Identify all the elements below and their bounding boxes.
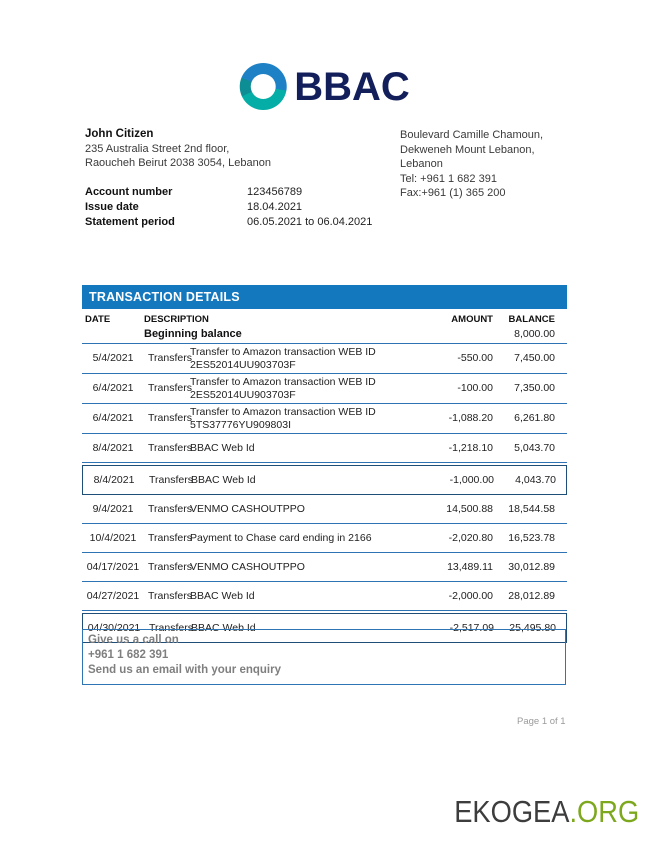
- transaction-date: 9/4/2021: [92, 502, 134, 515]
- section-title: TRANSACTION DETAILS: [82, 285, 567, 309]
- transaction-amount: -550.00: [457, 352, 493, 365]
- beginning-balance-label: Beginning balance: [144, 328, 242, 340]
- transaction-amount: -2,517.09: [449, 621, 494, 634]
- table-header-row: [82, 309, 567, 327]
- transaction-type: Transfers: [148, 352, 192, 365]
- column-header-amount: AMOUNT: [451, 314, 493, 325]
- transaction-type: Transfers: [148, 441, 192, 454]
- transaction-balance: 30,012.89: [508, 560, 555, 573]
- transaction-amount: -1,000.00: [449, 473, 494, 486]
- transaction-amount: -1,218.10: [448, 441, 493, 454]
- transaction-balance: 5,043.70: [514, 441, 555, 454]
- watermark: [454, 796, 639, 827]
- table-row: [82, 465, 567, 495]
- table-row: [82, 582, 567, 611]
- account-number-label: Account number: [85, 186, 173, 198]
- transaction-type: Transfers: [149, 621, 193, 634]
- page-indicator: Page 1 of 1: [517, 716, 566, 727]
- transaction-balance: 4,043.70: [515, 473, 556, 486]
- account-info: [85, 185, 372, 231]
- table-row: [82, 404, 567, 434]
- transaction-rows: [82, 344, 567, 643]
- transaction-balance: 7,450.00: [514, 352, 555, 365]
- customer-address-line1: 235 Australia Street 2nd floor,: [85, 142, 230, 155]
- transaction-description: Transfer to Amazon transaction WEB ID 5TS37776YU909803I: [190, 406, 376, 431]
- transaction-description: BBAC Web Id: [191, 473, 256, 486]
- transaction-balance: 18,544.58: [508, 502, 555, 515]
- transaction-type: Transfers: [148, 502, 192, 515]
- transaction-details-section: [82, 285, 567, 643]
- bank-address-line: Dekweneh Mount Lebanon,: [400, 143, 535, 156]
- account-number-row: [85, 185, 372, 200]
- transaction-balance: 6,261.80: [514, 412, 555, 425]
- transaction-description: VENMO CASHOUTPPO: [190, 502, 305, 515]
- column-header-balance: BALANCE: [508, 314, 555, 325]
- transaction-description: VENMO CASHOUTPPO: [190, 560, 305, 573]
- statement-period-label: Statement period: [85, 216, 175, 229]
- issue-date-value: 18.04.2021: [247, 201, 303, 214]
- statement-period-value: 06.05.2021 to 06.04.2021: [247, 216, 373, 229]
- customer-address-block: [85, 127, 271, 171]
- transaction-description: BBAC Web Id: [190, 441, 255, 454]
- statement-period-row: [85, 215, 372, 230]
- transaction-balance: 16,523.78: [508, 531, 555, 544]
- transaction-amount: 14,500.88: [446, 502, 493, 515]
- transaction-date: 04/27/2021: [86, 589, 140, 602]
- transaction-balance: 25,495.80: [509, 621, 556, 634]
- column-header-date: DATE: [85, 314, 111, 325]
- transaction-description: Payment to Chase card ending in 2166: [190, 531, 372, 544]
- customer-name: John Citizen: [85, 128, 154, 140]
- table-row: [82, 344, 567, 374]
- transaction-date: 8/4/2021: [93, 473, 135, 486]
- bank-logo: [239, 63, 410, 110]
- bank-address-block: [400, 128, 543, 201]
- contact-line-call: Give us a call on: [88, 634, 179, 646]
- transaction-type: Transfers: [149, 473, 193, 486]
- table-row: [82, 374, 567, 404]
- transaction-amount: 13,489.11: [447, 560, 493, 573]
- transaction-date: 8/4/2021: [92, 441, 134, 454]
- transaction-description: Transfer to Amazon transaction WEB ID 2ES52014UU903703F: [190, 376, 376, 401]
- issue-date-row: [85, 200, 372, 215]
- watermark-name: EKOGEA: [454, 794, 570, 829]
- transaction-amount: -2,000.00: [448, 589, 493, 602]
- bank-address-line: Boulevard Camille Chamoun,: [400, 129, 544, 141]
- account-number-value: 123456789: [247, 186, 303, 198]
- transaction-amount: -1,088.20: [448, 412, 493, 425]
- customer-address-line2: Raoucheh Beirut 2038 3054, Lebanon: [85, 157, 271, 169]
- transaction-date: 6/4/2021: [92, 382, 134, 395]
- watermark-tld: .ORG: [569, 794, 639, 829]
- transaction-description: BBAC Web Id: [190, 589, 255, 602]
- beginning-balance-row: [82, 327, 567, 344]
- transaction-date: 04/30/2021: [87, 621, 141, 634]
- transaction-balance: 28,012.89: [508, 589, 555, 602]
- contact-box: [82, 629, 566, 685]
- bank-logo-text: BBAC: [294, 64, 410, 109]
- transaction-date: 10/4/2021: [89, 531, 137, 544]
- transaction-amount: -100.00: [457, 382, 493, 395]
- issue-date-label: Issue date: [85, 201, 139, 214]
- transaction-type: Transfers: [148, 382, 192, 395]
- table-row: [82, 553, 567, 582]
- transaction-type: Transfers: [148, 412, 192, 425]
- transaction-amount: -2,020.80: [448, 531, 493, 544]
- transaction-date: 5/4/2021: [92, 352, 134, 365]
- transaction-date: 6/4/2021: [92, 412, 134, 425]
- transaction-description: BBAC Web Id: [191, 621, 256, 634]
- table-row: [82, 524, 567, 553]
- bbac-ring-icon: [239, 63, 286, 110]
- transaction-date: 04/17/2021: [86, 560, 140, 573]
- contact-phone: +961 1 682 391: [88, 649, 169, 661]
- table-row: [82, 495, 567, 524]
- contact-line-email: Send us an email with your enquiry: [88, 664, 281, 676]
- transaction-type: Transfers: [148, 560, 192, 573]
- bank-phone: Tel: +961 1 682 391: [400, 172, 497, 185]
- beginning-balance-value: 8,000.00: [514, 328, 555, 340]
- bank-fax: Fax:+961 (1) 365 200: [400, 187, 506, 199]
- column-header-description: DESCRIPTION: [144, 314, 209, 325]
- transaction-type: Transfers: [148, 589, 192, 602]
- transaction-description: Transfer to Amazon transaction WEB ID 2ES52014UU903703F: [190, 346, 376, 371]
- transaction-balance: 7,350.00: [514, 382, 555, 395]
- transaction-type: Transfers: [148, 531, 192, 544]
- table-row: [82, 434, 567, 463]
- bank-address-line: Lebanon: [400, 158, 443, 170]
